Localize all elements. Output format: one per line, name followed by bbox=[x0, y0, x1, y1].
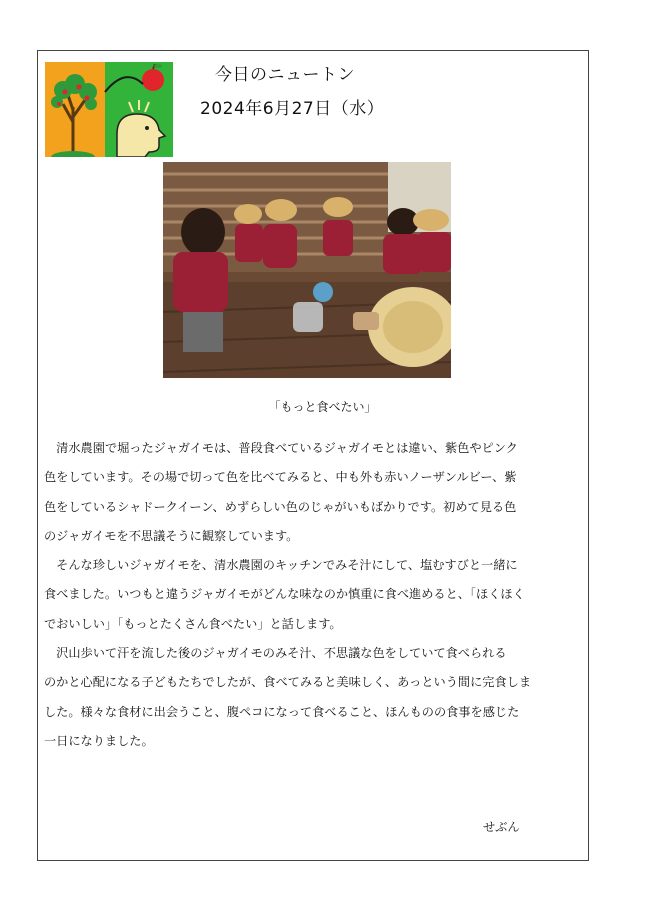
page-title: 今日のニュートン bbox=[215, 65, 355, 85]
article-line: のかと心配になる子どもたちでしたが、食べてみると美味しく、あっという間に完食しま bbox=[44, 675, 532, 690]
article-line: でおいしい」「もっとたくさん食べたい」と話します。 bbox=[44, 616, 342, 631]
article-line: のジャガイモを不思議そうに観察しています。 bbox=[44, 528, 299, 543]
article-body bbox=[44, 434, 589, 756]
article-line: 色をしています。その場で切って色を比べてみると、中も外も赤いノーザンルビー、紫 bbox=[44, 470, 517, 485]
children-eating-photo bbox=[163, 162, 451, 378]
article-line: 一日になりました。 bbox=[44, 733, 154, 748]
article-line: 清水農園で堀ったジャガイモは、普段食べているジャガイモとは違い、紫色やピンク bbox=[44, 441, 518, 455]
article-line: した。様々な食材に出会うこと、腹ペコになって食べること、ほんものの食事を感じた bbox=[44, 704, 520, 719]
article-line: 沢山歩いて汗を流した後のジャガイモのみそ汁、不思議な色をしていて食べられる bbox=[44, 646, 507, 661]
author-signature: せぶん bbox=[483, 820, 520, 834]
article-line: そんな珍しいジャガイモを、清水農園のキッチンでみそ汁にして、塩むすびと一緒に bbox=[44, 558, 518, 573]
article-line: 食べました。いつもと違うジャガイモがどんな味なのか慎重に食べ進めると、「ほくほく bbox=[44, 587, 525, 602]
newton-apple-tree-logo-icon bbox=[45, 62, 173, 157]
date-heading: 2024年6月27日（水） bbox=[200, 99, 385, 119]
article-heading: 「もっと食べたい」 bbox=[268, 400, 377, 414]
article-line: 色をしているシャドークイーン、めずらしい色のじゃがいもばかりです。初めて見る色 bbox=[44, 499, 517, 514]
